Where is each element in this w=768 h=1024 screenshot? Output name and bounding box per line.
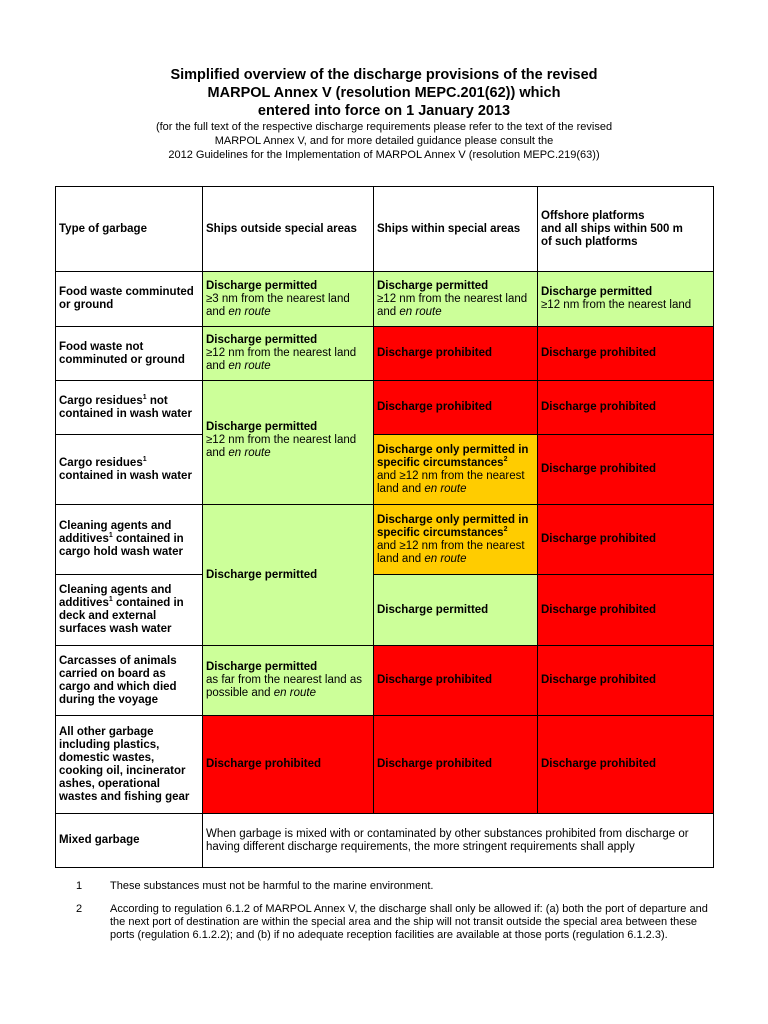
row-label-carcasses: Carcasses of animals carried on board as cargo and which died during the voyage xyxy=(56,646,203,716)
cell-permitted: Discharge permitted ≥12 nm from the nearest land and en route xyxy=(374,272,538,327)
cell-conditional: Discharge only permitted in specific circumstances$^2$ and ≥12 nm from the nearest land and en route xyxy=(374,505,538,575)
row-label-cleaning-deck: Cleaning agents and additives$^1$ contained in deck and external surfaces wash water xyxy=(56,575,203,646)
table-row xyxy=(56,646,714,716)
table-row xyxy=(56,435,714,505)
cell-prohibited: Discharge prohibited xyxy=(538,716,714,814)
table-row xyxy=(56,272,714,327)
cell-permitted: Discharge permitted ≥12 nm from the nearest land xyxy=(538,272,714,327)
table-row xyxy=(56,575,714,646)
cell-prohibited: Discharge prohibited xyxy=(538,505,714,575)
title-line-3: entered into force on 1 January 2013 xyxy=(257,103,511,119)
discharge-table xyxy=(55,186,714,868)
cell-prohibited: Discharge prohibited xyxy=(538,381,714,435)
cell-prohibited: Discharge prohibited xyxy=(538,435,714,505)
footnote-1: 1 These substances must not be harmful to the marine environment. xyxy=(76,880,434,892)
row-label-other-garbage: All other garbage including plastics, domestic wastes, cooking oil, incinerator ashes, operational wastes and fishing gear xyxy=(56,716,203,814)
document-title xyxy=(0,66,768,162)
cell-prohibited: Discharge prohibited xyxy=(374,327,538,381)
cell-prohibited: Discharge prohibited xyxy=(374,381,538,435)
footnotes xyxy=(76,880,716,952)
header-row xyxy=(56,187,714,272)
table-row xyxy=(56,381,714,435)
subtitle-line-1: (for the full text of the respective discharge requirements please refer to the text of the revised xyxy=(155,121,613,133)
cell-prohibited: Discharge prohibited xyxy=(203,716,374,814)
cell-permitted: Discharge permitted ≥12 nm from the nearest land and en route xyxy=(203,327,374,381)
cell-mixed-description: When garbage is mixed with or contaminated by other substances prohibited from discharge or having different discharge requirements, the more stringent requirements shall apply xyxy=(203,814,714,868)
table-row xyxy=(56,814,714,868)
row-label-food-not-comminuted: Food waste not comminuted or ground xyxy=(56,327,203,381)
table-row xyxy=(56,716,714,814)
row-label-mixed: Mixed garbage xyxy=(56,814,203,868)
cell-permitted: Discharge permitted xyxy=(374,575,538,646)
header-offshore: Offshore platforms and all ships within 500 m of such platforms xyxy=(538,187,714,272)
subtitle-line-3: 2012 Guidelines for the Implementation of MARPOL Annex V (resolution MEPC.219(63)) xyxy=(168,149,600,161)
cell-prohibited: Discharge prohibited xyxy=(538,646,714,716)
header-outside: Ships outside special areas xyxy=(203,187,374,272)
cell-prohibited: Discharge prohibited xyxy=(538,327,714,381)
cell-permitted: Discharge permitted xyxy=(203,505,374,646)
row-label-cargo-not-in-wash: Cargo residues$^1$ not contained in wash water xyxy=(56,381,203,435)
cell-prohibited: Discharge prohibited xyxy=(538,575,714,646)
table-row xyxy=(56,327,714,381)
cell-permitted: Discharge permitted ≥3 nm from the nearest land and en route xyxy=(203,272,374,327)
cell-permitted: Discharge permitted ≥12 nm from the nearest land and en route xyxy=(203,381,374,505)
subtitle-line-2: MARPOL Annex V, and for more detailed guidance please consult the xyxy=(214,135,554,147)
table-row xyxy=(56,505,714,575)
row-label-cargo-in-wash: Cargo residues$^1$ contained in wash water xyxy=(56,435,203,505)
footnote-2: 2 According to regulation 6.1.2 of MARPOL Annex V, the discharge shall only be allowed if: (a) both the port of departure and the next port of destination are within the special area and the ship will not transit outside the special area between these ports (regulation 6.1.2.2); and (b) if no adequate reception facilities are available at those ports (regulation 6.1.2.3). xyxy=(76,903,708,941)
row-label-cleaning-cargo: Cleaning agents and additives$^1$ contained in cargo hold wash water xyxy=(56,505,203,575)
header-type: Type of garbage xyxy=(56,187,203,272)
cell-prohibited: Discharge prohibited xyxy=(374,646,538,716)
row-label-food-comminuted: Food waste comminuted or ground xyxy=(56,272,203,327)
cell-conditional: Discharge only permitted in specific circumstances$^2$ and ≥12 nm from the nearest land and en route xyxy=(374,435,538,505)
title-line-1: Simplified overview of the discharge provisions of the revised xyxy=(170,67,598,83)
cell-permitted: Discharge permitted as far from the nearest land as possible and en route xyxy=(203,646,374,716)
cell-prohibited: Discharge prohibited xyxy=(374,716,538,814)
title-line-2: MARPOL Annex V (resolution MEPC.201(62)) which xyxy=(207,85,561,101)
header-within: Ships within special areas xyxy=(374,187,538,272)
